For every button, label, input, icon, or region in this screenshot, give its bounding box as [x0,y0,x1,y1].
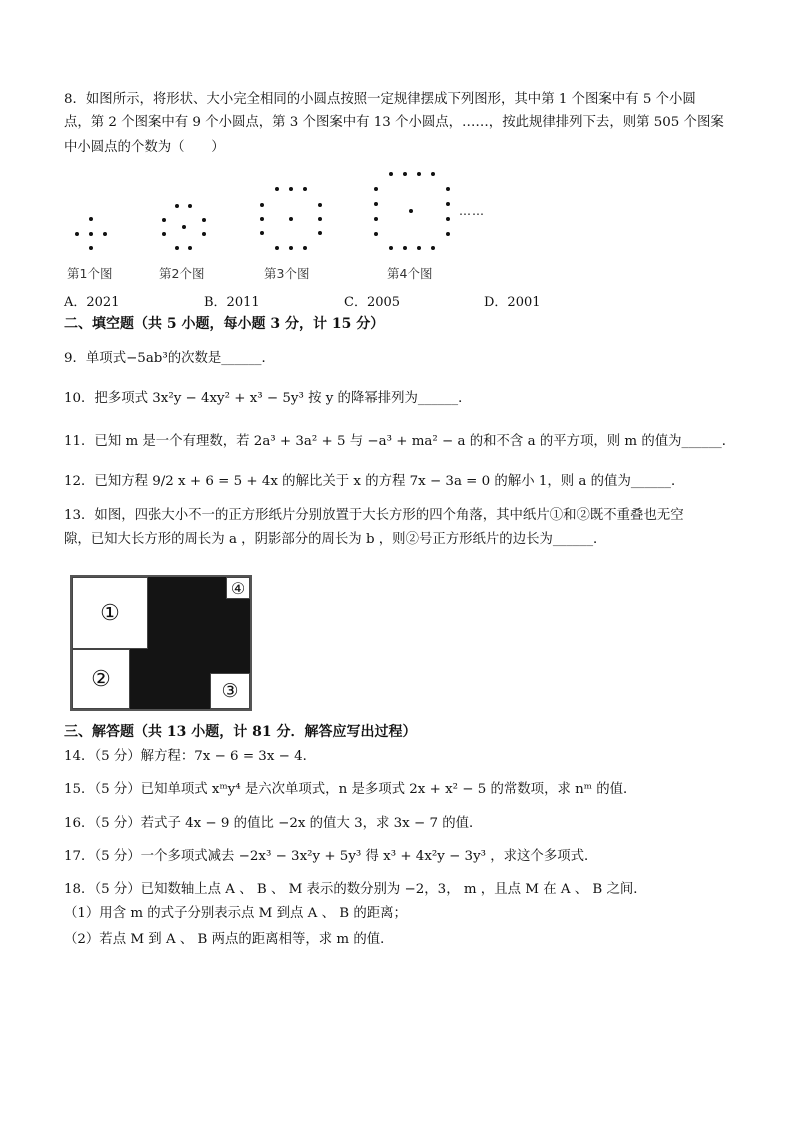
dot [389,172,393,176]
dot [275,187,279,191]
dot [89,246,93,250]
dot [431,172,435,176]
dot [303,246,307,250]
dot [446,217,450,221]
section-2-title: 二、填空题（共 5 小题，每小题 3 分，计 15 分） [64,316,385,332]
dot [289,187,293,191]
dot [374,202,378,206]
dot [89,217,93,221]
q8-line-3: 中小圆点的个数为（ ） [64,140,225,155]
square-3 [210,673,250,709]
q13-line-2: 隙，已知大长方形的周长为 a ，阴影部分的周长为 b ，则②号正方形纸片的边长为______． [64,532,607,547]
label-1: ① [100,600,120,626]
option-d: D．2001 [484,295,541,310]
question-12: 12．已知方程 9/2 x + 6 = 5 + 4x 的解比关于 x 的方程 7x − 3a = 0 的解小 1，则 a 的值为______． [64,474,685,489]
dot [89,232,93,236]
dot [188,204,192,208]
dot [446,202,450,206]
q18-sub-2: （2）若点 M 到 A 、 B 两点的距离相等，求 m 的值． [64,932,394,947]
dot [389,246,393,250]
dot [202,218,206,222]
question-14: 14．（5 分）解方程：7x − 6 = 3x − 4． [64,749,317,764]
dot [417,246,421,250]
caption-figure-2: 第2个图 [159,266,205,281]
dot [202,232,206,236]
dot [403,246,407,250]
dot [175,204,179,208]
dot [289,246,293,250]
dot [431,246,435,250]
label-2: ② [91,666,111,692]
dot [260,203,264,207]
caption-figure-1: 第1个图 [67,266,113,281]
question-15: 15．（5 分）已知单项式 xᵐy⁴ 是六次单项式，n 是多项式 2x + x² − 5 的常数项，求 nᵐ 的值． [64,782,637,797]
dot [260,231,264,235]
dot [75,232,79,236]
q8-line-1: 8．如图所示，将形状、大小完全相同的小圆点按照一定规律摆成下列图形，其中第 1 个图案中有 5 个小圆 [64,92,696,107]
dot [417,172,421,176]
dot [289,217,293,221]
option-a: A．2021 [64,295,120,310]
question-9: 9．单项式−5ab³的次数是______． [64,351,275,366]
caption-figure-4: 第4个图 [387,266,433,281]
dot [409,209,413,213]
caption-figure-3: 第3个图 [264,266,310,281]
q8-line-2: 点，第 2 个图案中有 9 个小圆点，第 3 个图案中有 13 个小圆点，……，按此规律排列下去，则第 505 个图案 [64,115,724,130]
label-3: ③ [221,680,239,702]
question-16: 16．（5 分）若式子 4x − 9 的值比 −2x 的值大 3，求 3x − 7 的值． [64,816,483,831]
rectangle-figure [70,575,252,711]
dot [103,232,107,236]
dot [188,246,192,250]
square-1 [72,577,148,649]
dot [318,231,322,235]
option-b: B．2011 [204,295,260,310]
dot [318,203,322,207]
question-17: 17．（5 分）一个多项式减去 −2x³ − 3x²y + 5y³ 得 x³ + 4x²y − 3y³ ，求这个多项式． [64,849,598,864]
dot [162,232,166,236]
dot [318,217,322,221]
section-3-title: 三、解答题（共 13 小题，计 81 分．解答应写出过程） [64,724,417,740]
square-4 [226,577,250,599]
dot [260,217,264,221]
q13-line-1: 13．如图，四张大小不一的正方形纸片分别放置于大长方形的四个角落，其中纸片①和②既不重叠也无空 [64,508,684,523]
dot [446,232,450,236]
q18-line-1: 18．（5 分）已知数轴上点 A 、 B 、 M 表示的数分别为 −2，3， m ，且点 M 在 A 、 B 之间． [64,882,647,897]
question-11: 11．已知 m 是一个有理数，若 2a³ + 3a² + 5 与 −a³ + ma² − a 的和不含 a 的平方项，则 m 的值为______． [64,434,736,449]
dot [175,246,179,250]
dot [374,217,378,221]
dot [162,218,166,222]
dot [374,232,378,236]
dot [303,187,307,191]
dot [403,172,407,176]
pattern-ellipsis: …… [459,204,485,218]
label-4: ④ [230,578,246,598]
dot [374,187,378,191]
dot [275,246,279,250]
square-2 [72,649,130,709]
shaded-region [128,649,168,709]
q18-sub-1: （1）用含 m 的式子分别表示点 M 到点 A 、 B 的距离； [64,906,407,921]
option-c: C．2005 [344,295,401,310]
dot [446,187,450,191]
dot [182,225,186,229]
question-10: 10．把多项式 3x²y − 4xy² + x³ − 5y³ 按 y 的降幂排列为______． [64,391,472,406]
